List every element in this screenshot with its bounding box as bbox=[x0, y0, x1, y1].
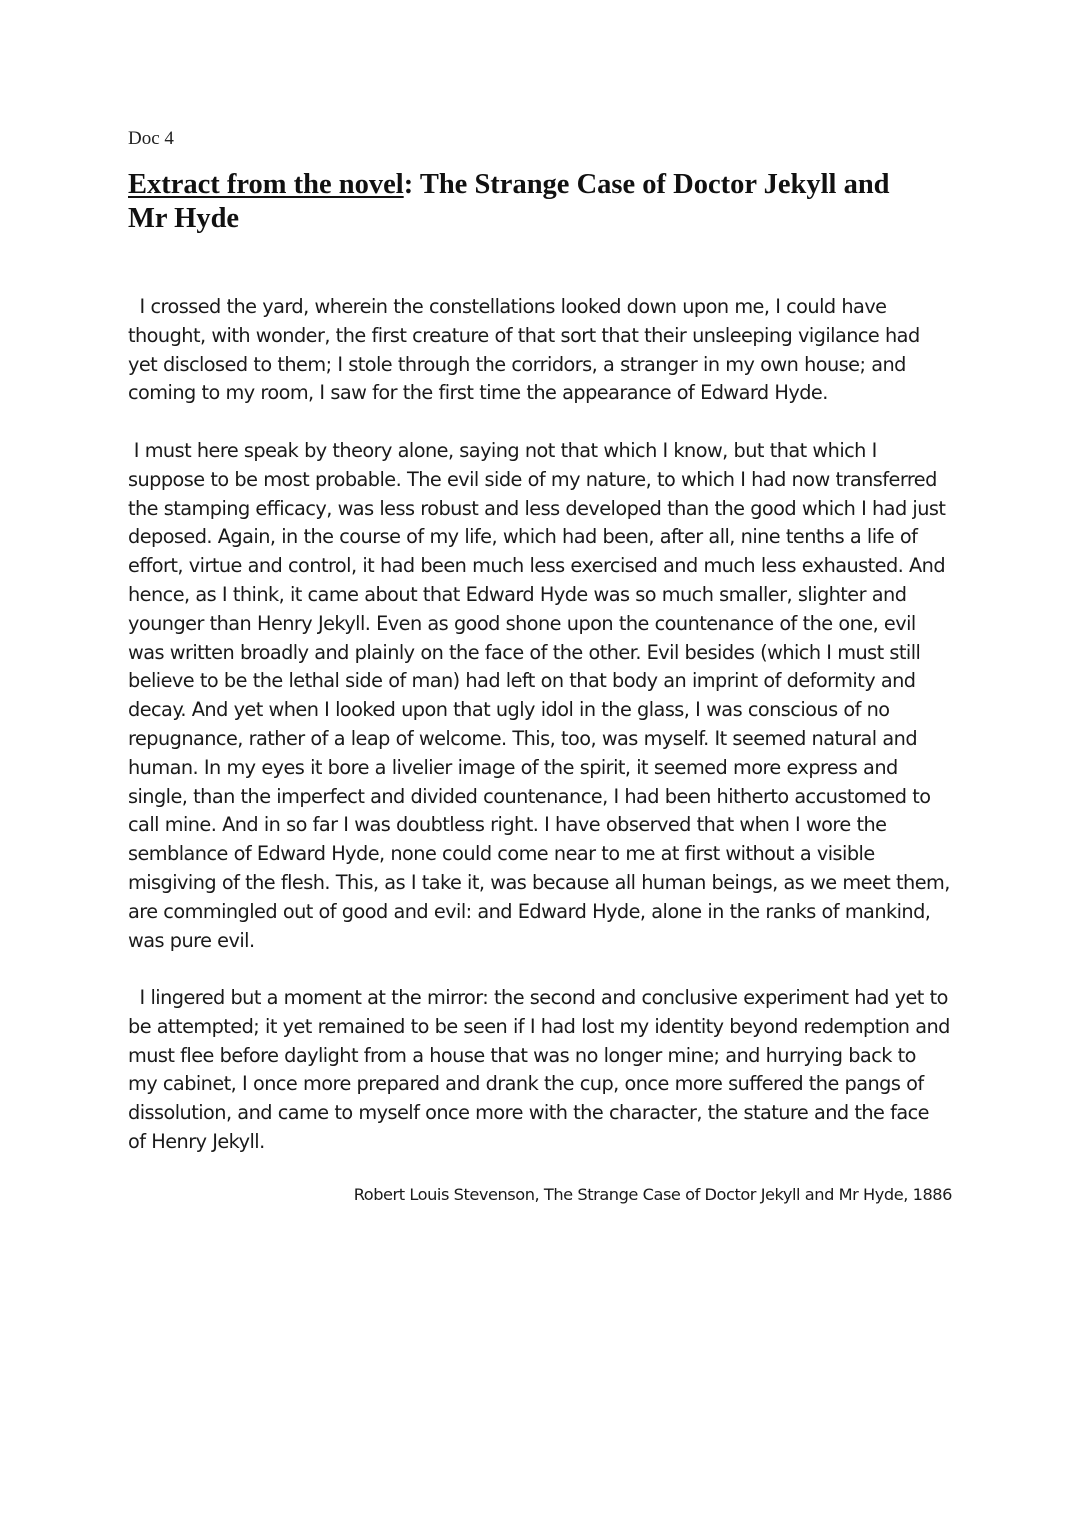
title-main: The Strange Case of Doctor Jekyll and Mr Hyde bbox=[128, 169, 890, 234]
title-separator: : bbox=[403, 169, 420, 200]
paragraph-1: I crossed the yard, wherein the constellations looked down upon me, I could have thought, with wonder, the first creature of that sort that their unsleeping vigilance had yet disclosed to them; I stole through the corridors, a stranger in my own house; and coming to my room, I saw for the first time the appearance of Edward Hyde. bbox=[128, 295, 920, 405]
title-prefix: Extract from the novel bbox=[128, 169, 404, 200]
document-title bbox=[128, 168, 918, 236]
document-label: Doc 4 bbox=[128, 128, 174, 149]
paragraph-3: I lingered but a moment at the mirror: the second and conclusive experiment had yet to be attempted; it yet remained to be seen if I had lost my identity beyond redemption and must flee before daylight from a house that was no longer mine; and hurrying back to my cabinet, I once more prepared and drank the cup, once more suffered the pangs of dissolution, and came to myself once more with the character, the stature and the face of Henry Jekyll. bbox=[128, 986, 950, 1153]
paragraph-2: I must here speak by theory alone, saying not that which I know, but that which I suppose to be most probable. The evil side of my nature, to which I had now transferred the stamping efficacy, was less robust and less developed than the good which I had just deposed. Again, in the course of my life, which had been, after all, nine tenths a life of effort, virtue and control, it had been much less exercised and much less exhausted. And hence, as I think, it came about that Edward Hyde was so much smaller, slighter and younger than Henry Jekyll. Even as good shone upon the countenance of the one, evil was written broadly and plainly on the face of the other. Evil besides (which I must still believe to be the lethal side of man) had left on that body an imprint of deformity and decay. And yet when I looked upon that ugly idol in the glass, I was conscious of no repugnance, rather of a leap of welcome. This, too, was myself. It seemed natural and human. In my eyes it bore a livelier image of the spirit, it seemed more express and single, than the imperfect and divided countenance, I had been hitherto accustomed to call mine. And in so far I was doubtless right. I have observed that when I wore the semblance of Edward Hyde, none could come near to me at first without a visible misgiving of the flesh. This, as I take it, was because all human beings, as we meet them, are commingled out of good and evil: and Edward Hyde, alone in the ranks of mankind, was pure evil. bbox=[128, 439, 950, 952]
citation: Robert Louis Stevenson, The Strange Case of Doctor Jekyll and Mr Hyde, 1886 bbox=[353, 1185, 952, 1204]
